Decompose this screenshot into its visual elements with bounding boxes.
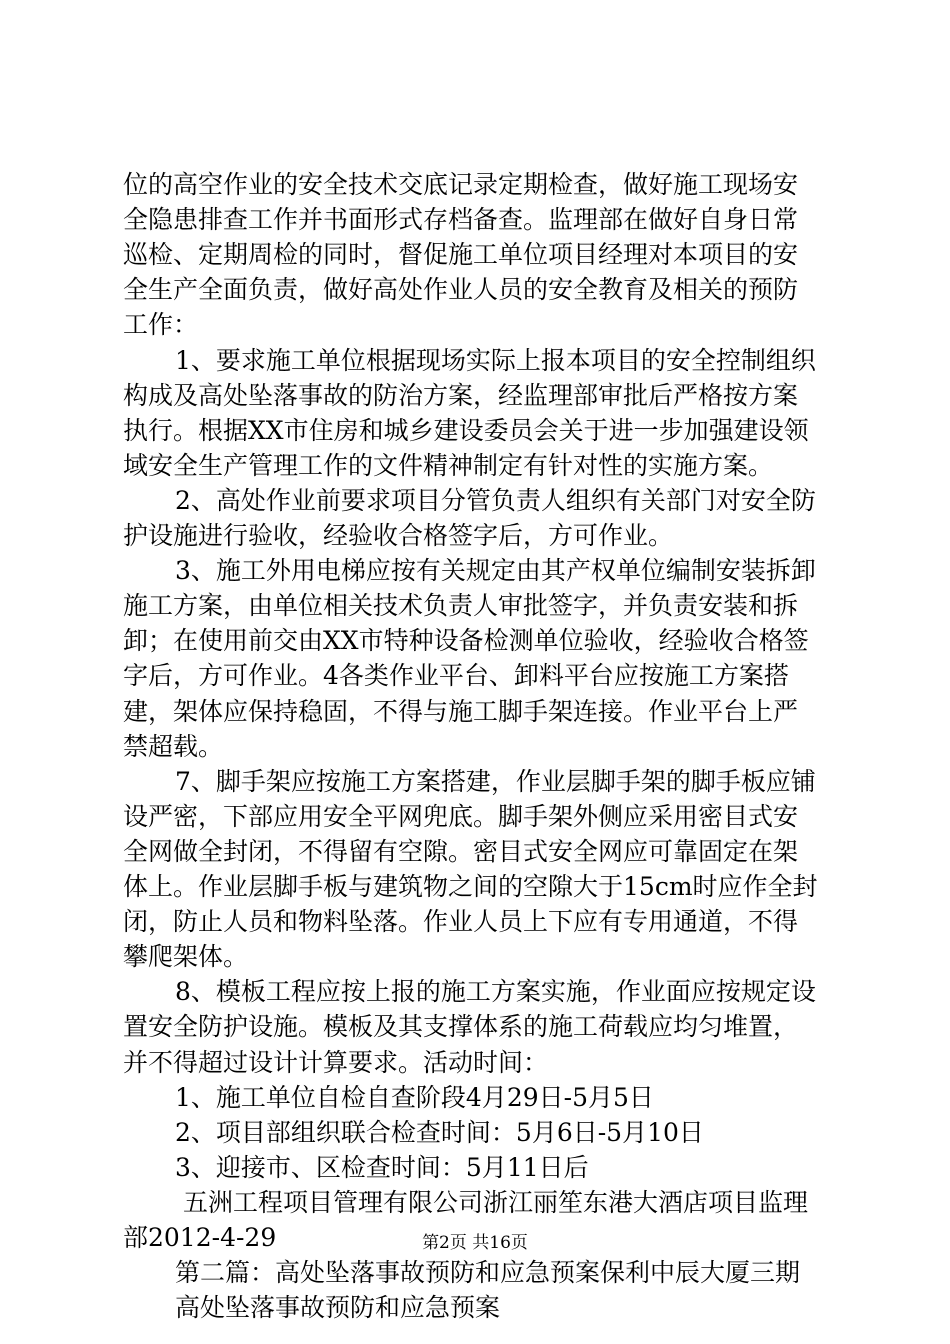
text-line: 全生产全面负责，做好高处作业人员的安全教育及相关的预防 [123,275,799,304]
text-line: 3、迎接市、区检查时间：5月11日后 [175,1153,589,1182]
text-line: 闭，防止人员和物料坠落。作业人员上下应有专用通道，不得 [123,907,799,936]
text-line: 护设施进行验收，经验收合格签字后，方可作业。 [123,521,674,550]
text-line: 2、项目部组织联合检查时间：5月6日-5月10日 [175,1118,704,1147]
text-line: 2、高处作业前要求项目分管负责人组织有关部门对安全防 [175,486,816,515]
text-line: 执行。根据XX市住房和城乡建设委员会关于进一步加强建设领 [123,416,809,445]
text-line: 3、施工外用电梯应按有关规定由其产权单位编制安装拆卸 [175,556,816,585]
text-line: 域安全生产管理工作的文件精神制定有针对性的实施方案。 [123,451,774,480]
text-line: 8、模板工程应按上报的施工方案实施，作业面应按规定设 [175,977,816,1006]
text-line: 卸；在使用前交由XX市特种设备检测单位验收，经验收合格签 [123,626,809,655]
text-line: 1、要求施工单位根据现场实际上报本项目的安全控制组织 [175,346,816,375]
text-line: 设严密，下部应用安全平网兜底。脚手架外侧应采用密目式安 [123,802,799,831]
text-line: 工作： [123,310,199,339]
text-line: 置安全防护设施。模板及其支撑体系的施工荷载应均匀堆置， [123,1012,799,1041]
text-line: 攀爬架体。 [123,942,249,971]
page-footer [0,1232,950,1254]
text-line: 建，架体应保持稳固，不得与施工脚手架连接。作业平台上严 [123,697,799,726]
text-line: 7、脚手架应按施工方案搭建，作业层脚手架的脚手板应铺 [175,767,816,796]
text-line: 构成及高处坠落事故的防治方案，经监理部审批后严格按方案 [123,381,799,410]
text-line: 部2012-4-29 [123,1223,277,1252]
text-line: 1、施工单位自检自查阶段4月29日-5月5日 [175,1083,654,1112]
text-line: 禁超载。 [123,732,224,761]
text-line: 位的高空作业的安全技术交底记录定期检查，做好施工现场安 [123,170,799,199]
text-line: 高处坠落事故预防和应急预案 [175,1293,501,1322]
text-line: 施工方案，由单位相关技术负责人审批签字，并负责安装和拆 [123,591,799,620]
text-line: 全网做全封闭，不得留有空隙。密目式安全网应可靠固定在架 [123,837,799,866]
text-line: 体上。作业层脚手板与建筑物之间的空隙大于15cm时应作全封 [123,872,818,901]
text-line: 字后，方可作业。4各类作业平台、卸料平台应按施工方案搭 [123,661,789,690]
text-line: 第二篇：高处坠落事故预防和应急预案保利中辰大厦三期 [175,1258,801,1287]
page-number: 第2页 共16页 [422,1233,528,1253]
text-line: 巡检、定期周检的同时，督促施工单位项目经理对本项目的安 [123,240,799,269]
text-line: 并不得超过设计计算要求。活动时间： [123,1048,549,1077]
text-line: 全隐患排查工作并书面形式存档备查。监理部在做好自身日常 [123,205,799,234]
text-line: 五洲工程项目管理有限公司浙江丽笙东港大酒店项目监理 [183,1188,809,1217]
